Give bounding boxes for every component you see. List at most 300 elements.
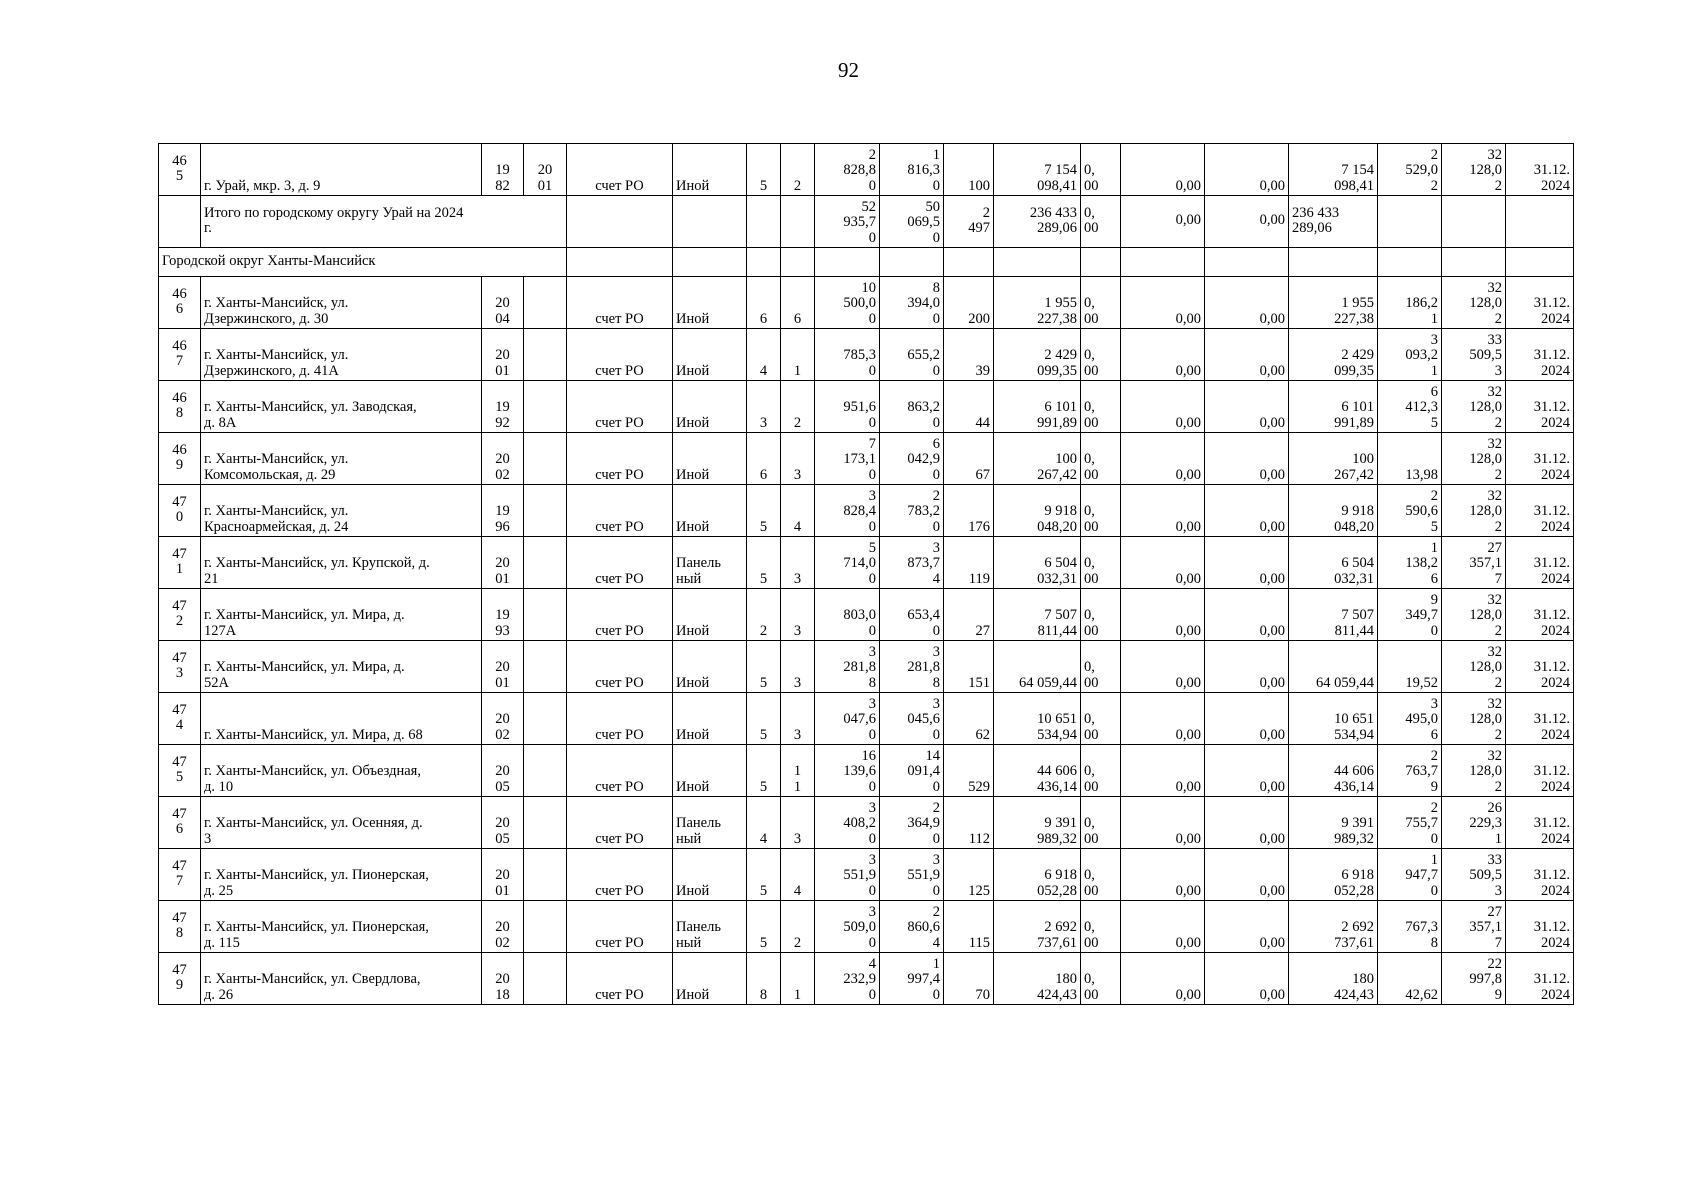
address-cell: г. Ханты-Мансийск, ул. Пионерская, д. 25 (201, 849, 482, 901)
limit-cost-cell: 32 128,0 2 (1442, 745, 1506, 797)
cost-owners-cell: 9 391 989,32 (1289, 797, 1378, 849)
table-row (159, 485, 1574, 537)
row-number: 46 8 (159, 381, 201, 433)
floors-cell: 5 (747, 485, 781, 537)
area-total-cell: 803,0 0 (815, 589, 880, 641)
year-built-cell: 20 01 (482, 849, 524, 901)
limit-cost-cell: 33 509,5 3 (1442, 329, 1506, 381)
unit-cost-cell: 9 349,7 0 (1378, 589, 1442, 641)
cost-total-cell: 9 391 989,32 (994, 797, 1081, 849)
residents-cell: 39 (944, 329, 994, 381)
limit-cost-cell: 32 128,0 2 (1442, 433, 1506, 485)
cost-owners-cell: 44 606 436,14 (1289, 745, 1378, 797)
account-cell: счет РО (567, 901, 673, 953)
floors-cell: 5 (747, 537, 781, 589)
cost-budget-2-cell: 0,00 (1205, 381, 1289, 433)
table-row (159, 277, 1574, 329)
cost-budget-1-cell: 0,00 (1121, 745, 1205, 797)
row-number: 46 6 (159, 277, 201, 329)
area-total-cell: 951,6 0 (815, 381, 880, 433)
year-repair-cell (524, 381, 567, 433)
residents-cell: 176 (944, 485, 994, 537)
deadline-cell: 31.12. 2024 (1506, 693, 1574, 745)
year-repair-cell (524, 797, 567, 849)
account-cell: счет РО (567, 277, 673, 329)
cost-budget-2-cell: 0,00 (1205, 797, 1289, 849)
entrances-cell: 3 (781, 641, 815, 693)
entrances-cell: 3 (781, 693, 815, 745)
row-number: 47 9 (159, 953, 201, 1005)
cost-owners-cell: 6 918 052,28 (1289, 849, 1378, 901)
cost-total-cell: 180 424,43 (994, 953, 1081, 1005)
cost-budget-2-cell: 0,00 (1205, 537, 1289, 589)
material-cell: Панель ный (673, 797, 747, 849)
cost-budget-1-cell: 0,00 (1121, 953, 1205, 1005)
limit-cost-cell: 32 128,0 2 (1442, 277, 1506, 329)
address-cell: г. Урай, мкр. 3, д. 9 (201, 144, 482, 196)
cost-budget-2-cell: 0,00 (1205, 329, 1289, 381)
cost-fund-cell: 0, 00 (1081, 953, 1121, 1005)
entrances-cell: 3 (781, 589, 815, 641)
deadline-cell: 31.12. 2024 (1506, 381, 1574, 433)
floors-cell: 4 (747, 797, 781, 849)
cost-fund-cell: 0, 00 (1081, 329, 1121, 381)
area-living-cell: 3 045,6 0 (880, 693, 944, 745)
cost-fund-cell: 0, 00 (1081, 381, 1121, 433)
limit-cost-cell: 22 997,8 9 (1442, 953, 1506, 1005)
year-built-cell: 20 01 (482, 537, 524, 589)
area-living-cell: 1 816,3 0 (880, 144, 944, 196)
residents-cell: 70 (944, 953, 994, 1005)
residents-cell: 115 (944, 901, 994, 953)
year-repair-cell (524, 641, 567, 693)
year-repair-cell (524, 537, 567, 589)
cost-fund-cell: 0, 00 (1081, 901, 1121, 953)
floors-cell: 6 (747, 433, 781, 485)
area-total-cell: 3 551,9 0 (815, 849, 880, 901)
table-row (159, 693, 1574, 745)
row-number: 47 3 (159, 641, 201, 693)
year-repair-cell (524, 953, 567, 1005)
entrances-cell: 3 (781, 433, 815, 485)
empty-cell (1378, 196, 1442, 248)
deadline-cell: 31.12. 2024 (1506, 953, 1574, 1005)
cost-budget-2-cell: 0,00 (1205, 693, 1289, 745)
cost-budget-1-cell: 0,00 (1121, 277, 1205, 329)
empty-cell (1506, 196, 1574, 248)
cost-owners-cell: 2 692 737,61 (1289, 901, 1378, 953)
deadline-cell: 31.12. 2024 (1506, 537, 1574, 589)
residents-cell: 112 (944, 797, 994, 849)
unit-cost-cell: 767,3 8 (1378, 901, 1442, 953)
row-number: 47 6 (159, 797, 201, 849)
empty-cell (673, 196, 747, 248)
cost-budget-2-cell: 0,00 (1205, 641, 1289, 693)
cost-owners-cell: 10 651 534,94 (1289, 693, 1378, 745)
area-total-cell: 3 509,0 0 (815, 901, 880, 953)
address-cell: г. Ханты-Мансийск, ул. Мира, д. 127А (201, 589, 482, 641)
empty-cell (781, 196, 815, 248)
cost-fund-cell: 0, 00 (1081, 589, 1121, 641)
area-living-cell: 8 394,0 0 (880, 277, 944, 329)
cost-budget-2-cell: 0,00 (1205, 144, 1289, 196)
empty-cell (159, 196, 201, 248)
cost-budget-2-cell: 0,00 (1205, 589, 1289, 641)
address-cell: г. Ханты-Мансийск, ул. Заводская, д. 8А (201, 381, 482, 433)
empty-cell (747, 248, 781, 277)
account-cell: счет РО (567, 693, 673, 745)
deadline-cell: 31.12. 2024 (1506, 485, 1574, 537)
material-cell: Иной (673, 144, 747, 196)
year-built-cell: 19 92 (482, 381, 524, 433)
unit-cost-cell: 42,62 (1378, 953, 1442, 1005)
unit-cost-cell: 19,52 (1378, 641, 1442, 693)
cost-fund-cell: 0, 00 (1081, 849, 1121, 901)
cost-total-cell: 9 918 048,20 (994, 485, 1081, 537)
row-number: 47 0 (159, 485, 201, 537)
deadline-cell: 31.12. 2024 (1506, 589, 1574, 641)
address-cell: г. Ханты-Мансийск, ул. Свердлова, д. 26 (201, 953, 482, 1005)
cost-total-cell: 6 504 032,31 (994, 537, 1081, 589)
area-living-cell: 3 873,7 4 (880, 537, 944, 589)
cost-fund-cell: 0, 00 (1081, 745, 1121, 797)
limit-cost-cell: 32 128,0 2 (1442, 485, 1506, 537)
deadline-cell: 31.12. 2024 (1506, 901, 1574, 953)
row-number: 47 5 (159, 745, 201, 797)
address-cell: г. Ханты-Мансийск, ул. Объездная, д. 10 (201, 745, 482, 797)
floors-cell: 5 (747, 901, 781, 953)
row-number: 46 5 (159, 144, 201, 196)
year-repair-cell (524, 745, 567, 797)
year-built-cell: 20 05 (482, 745, 524, 797)
entrances-cell: 3 (781, 797, 815, 849)
floors-cell: 5 (747, 144, 781, 196)
deadline-cell: 31.12. 2024 (1506, 849, 1574, 901)
residents-cell: 62 (944, 693, 994, 745)
repair-program-table (158, 143, 1574, 1005)
residents-cell: 125 (944, 849, 994, 901)
empty-cell (1205, 248, 1289, 277)
empty-cell (1442, 248, 1506, 277)
cost-fund-cell: 0, 00 (1081, 641, 1121, 693)
cost-budget-1-cell: 0,00 (1121, 485, 1205, 537)
floors-cell: 5 (747, 693, 781, 745)
area-living-cell: 863,2 0 (880, 381, 944, 433)
address-cell: г. Ханты-Мансийск, ул. Мира, д. 68 (201, 693, 482, 745)
total-cost-fund: 0, 00 (1081, 196, 1121, 248)
total-label: Итого по городскому округу Урай на 2024 г. (201, 196, 567, 248)
area-living-cell: 2 364,9 0 (880, 797, 944, 849)
entrances-cell: 4 (781, 849, 815, 901)
year-repair-cell (524, 329, 567, 381)
year-built-cell: 20 18 (482, 953, 524, 1005)
entrances-cell: 1 (781, 329, 815, 381)
deadline-cell: 31.12. 2024 (1506, 144, 1574, 196)
total-row (159, 196, 1574, 248)
cost-owners-cell: 7 507 811,44 (1289, 589, 1378, 641)
cost-budget-1-cell: 0,00 (1121, 381, 1205, 433)
row-number: 47 4 (159, 693, 201, 745)
residents-cell: 67 (944, 433, 994, 485)
material-cell: Иной (673, 849, 747, 901)
address-cell: г. Ханты-Мансийск, ул. Дзержинского, д. 30 (201, 277, 482, 329)
page-number: 92 (838, 58, 859, 82)
limit-cost-cell: 32 128,0 2 (1442, 144, 1506, 196)
cost-total-cell: 7 154 098,41 (994, 144, 1081, 196)
address-cell: г. Ханты-Мансийск, ул. Осенняя, д. 3 (201, 797, 482, 849)
cost-owners-cell: 7 154 098,41 (1289, 144, 1378, 196)
table-row (159, 953, 1574, 1005)
area-living-cell: 2 783,2 0 (880, 485, 944, 537)
area-total-cell: 4 232,9 0 (815, 953, 880, 1005)
cost-total-cell: 6 918 052,28 (994, 849, 1081, 901)
material-cell: Иной (673, 745, 747, 797)
empty-cell (747, 196, 781, 248)
cost-budget-1-cell: 0,00 (1121, 797, 1205, 849)
year-built-cell: 19 96 (482, 485, 524, 537)
cost-total-cell: 2 429 099,35 (994, 329, 1081, 381)
area-total-cell: 3 281,8 8 (815, 641, 880, 693)
area-living-cell: 3 551,9 0 (880, 849, 944, 901)
year-built-cell: 19 93 (482, 589, 524, 641)
floors-cell: 2 (747, 589, 781, 641)
empty-cell (1289, 248, 1378, 277)
entrances-cell: 2 (781, 144, 815, 196)
empty-cell (880, 248, 944, 277)
table-row (159, 433, 1574, 485)
material-cell: Иной (673, 433, 747, 485)
entrances-cell: 3 (781, 537, 815, 589)
area-living-cell: 653,4 0 (880, 589, 944, 641)
limit-cost-cell: 32 128,0 2 (1442, 693, 1506, 745)
cost-budget-1-cell: 0,00 (1121, 537, 1205, 589)
account-cell: счет РО (567, 433, 673, 485)
table-row (159, 381, 1574, 433)
address-cell: г. Ханты-Мансийск, ул. Пионерская, д. 115 (201, 901, 482, 953)
row-number: 47 8 (159, 901, 201, 953)
account-cell: счет РО (567, 329, 673, 381)
cost-total-cell: 1 955 227,38 (994, 277, 1081, 329)
cost-budget-2-cell: 0,00 (1205, 849, 1289, 901)
residents-cell: 200 (944, 277, 994, 329)
cost-total-cell: 10 651 534,94 (994, 693, 1081, 745)
account-cell: счет РО (567, 953, 673, 1005)
cost-budget-1-cell: 0,00 (1121, 329, 1205, 381)
entrances-cell: 6 (781, 277, 815, 329)
unit-cost-cell: 2 755,7 0 (1378, 797, 1442, 849)
limit-cost-cell: 32 128,0 2 (1442, 641, 1506, 693)
limit-cost-cell: 32 128,0 2 (1442, 589, 1506, 641)
cost-budget-1-cell: 0,00 (1121, 901, 1205, 953)
material-cell: Иной (673, 277, 747, 329)
unit-cost-cell: 2 590,6 5 (1378, 485, 1442, 537)
area-living-cell: 2 860,6 4 (880, 901, 944, 953)
area-living-cell: 1 997,4 0 (880, 953, 944, 1005)
table-row (159, 849, 1574, 901)
row-number: 47 2 (159, 589, 201, 641)
account-cell: счет РО (567, 797, 673, 849)
area-total-cell: 10 500,0 0 (815, 277, 880, 329)
empty-cell (815, 248, 880, 277)
account-cell: счет РО (567, 381, 673, 433)
account-cell: счет РО (567, 745, 673, 797)
section-header-row (159, 248, 1574, 277)
cost-owners-cell: 9 918 048,20 (1289, 485, 1378, 537)
address-cell: г. Ханты-Мансийск, ул. Мира, д. 52А (201, 641, 482, 693)
cost-fund-cell: 0, 00 (1081, 797, 1121, 849)
year-built-cell: 20 01 (482, 641, 524, 693)
cost-total-cell: 44 606 436,14 (994, 745, 1081, 797)
address-cell: г. Ханты-Мансийск, ул. Дзержинского, д. 41А (201, 329, 482, 381)
floors-cell: 3 (747, 381, 781, 433)
cost-budget-2-cell: 0,00 (1205, 901, 1289, 953)
year-built-cell: 20 02 (482, 433, 524, 485)
floors-cell: 6 (747, 277, 781, 329)
cost-total-cell: 7 507 811,44 (994, 589, 1081, 641)
cost-budget-1-cell: 0,00 (1121, 641, 1205, 693)
cost-budget-1-cell: 0,00 (1121, 144, 1205, 196)
material-cell: Иной (673, 641, 747, 693)
year-built-cell: 20 02 (482, 693, 524, 745)
residents-cell: 100 (944, 144, 994, 196)
year-built-cell: 20 04 (482, 277, 524, 329)
residents-cell: 529 (944, 745, 994, 797)
year-repair-cell: 20 01 (524, 144, 567, 196)
area-total-cell: 3 047,6 0 (815, 693, 880, 745)
row-number: 47 1 (159, 537, 201, 589)
total-area-total: 52 935,7 0 (815, 196, 880, 248)
cost-owners-cell: 6 504 032,31 (1289, 537, 1378, 589)
area-living-cell: 14 091,4 0 (880, 745, 944, 797)
residents-cell: 27 (944, 589, 994, 641)
cost-owners-cell: 100 267,42 (1289, 433, 1378, 485)
account-cell: счет РО (567, 641, 673, 693)
account-cell: счет РО (567, 485, 673, 537)
empty-cell (1442, 196, 1506, 248)
cost-owners-cell: 6 101 991,89 (1289, 381, 1378, 433)
unit-cost-cell: 3 495,0 6 (1378, 693, 1442, 745)
deadline-cell: 31.12. 2024 (1506, 641, 1574, 693)
area-total-cell: 3 408,2 0 (815, 797, 880, 849)
account-cell: счет РО (567, 144, 673, 196)
section-title: Городской округ Ханты-Мансийск (159, 248, 567, 277)
account-cell: счет РО (567, 849, 673, 901)
floors-cell: 5 (747, 641, 781, 693)
area-total-cell: 5 714,0 0 (815, 537, 880, 589)
year-repair-cell (524, 433, 567, 485)
floors-cell: 5 (747, 849, 781, 901)
empty-cell (673, 248, 747, 277)
material-cell: Иной (673, 693, 747, 745)
limit-cost-cell: 26 229,3 1 (1442, 797, 1506, 849)
year-repair-cell (524, 277, 567, 329)
material-cell: Иной (673, 485, 747, 537)
cost-owners-cell: 64 059,44 (1289, 641, 1378, 693)
unit-cost-cell: 2 529,0 2 (1378, 144, 1442, 196)
cost-budget-2-cell: 0,00 (1205, 745, 1289, 797)
floors-cell: 8 (747, 953, 781, 1005)
cost-fund-cell: 0, 00 (1081, 693, 1121, 745)
table-row (159, 329, 1574, 381)
account-cell: счет РО (567, 537, 673, 589)
deadline-cell: 31.12. 2024 (1506, 277, 1574, 329)
cost-budget-1-cell: 0,00 (1121, 849, 1205, 901)
area-living-cell: 655,2 0 (880, 329, 944, 381)
cost-owners-cell: 2 429 099,35 (1289, 329, 1378, 381)
row-number: 46 9 (159, 433, 201, 485)
empty-cell (994, 248, 1081, 277)
unit-cost-cell: 3 093,2 1 (1378, 329, 1442, 381)
cost-fund-cell: 0, 00 (1081, 144, 1121, 196)
floors-cell: 4 (747, 329, 781, 381)
area-living-cell: 6 042,9 0 (880, 433, 944, 485)
unit-cost-cell: 2 763,7 9 (1378, 745, 1442, 797)
row-number: 47 7 (159, 849, 201, 901)
year-repair-cell (524, 849, 567, 901)
address-cell: г. Ханты-Мансийск, ул. Крупской, д. 21 (201, 537, 482, 589)
empty-cell (1121, 248, 1205, 277)
floors-cell: 5 (747, 745, 781, 797)
cost-fund-cell: 0, 00 (1081, 277, 1121, 329)
total-area-living: 50 069,5 0 (880, 196, 944, 248)
cost-budget-2-cell: 0,00 (1205, 953, 1289, 1005)
year-built-cell: 20 02 (482, 901, 524, 953)
year-repair-cell (524, 693, 567, 745)
unit-cost-cell: 1 138,2 6 (1378, 537, 1442, 589)
year-repair-cell (524, 485, 567, 537)
cost-budget-2-cell: 0,00 (1205, 277, 1289, 329)
address-cell: г. Ханты-Мансийск, ул. Комсомольская, д. 29 (201, 433, 482, 485)
empty-cell (1506, 248, 1574, 277)
entrances-cell: 2 (781, 381, 815, 433)
unit-cost-cell: 186,2 1 (1378, 277, 1442, 329)
entrances-cell: 2 (781, 901, 815, 953)
total-residents: 2 497 (944, 196, 994, 248)
account-cell: счет РО (567, 589, 673, 641)
limit-cost-cell: 33 509,5 3 (1442, 849, 1506, 901)
residents-cell: 119 (944, 537, 994, 589)
cost-fund-cell: 0, 00 (1081, 485, 1121, 537)
material-cell: Панель ный (673, 537, 747, 589)
deadline-cell: 31.12. 2024 (1506, 433, 1574, 485)
year-built-cell: 20 01 (482, 329, 524, 381)
limit-cost-cell: 27 357,1 7 (1442, 537, 1506, 589)
cost-fund-cell: 0, 00 (1081, 433, 1121, 485)
deadline-cell: 31.12. 2024 (1506, 329, 1574, 381)
cost-budget-1-cell: 0,00 (1121, 589, 1205, 641)
table-row (159, 797, 1574, 849)
table-row (159, 901, 1574, 953)
cost-total-cell: 6 101 991,89 (994, 381, 1081, 433)
empty-cell (944, 248, 994, 277)
empty-cell (567, 196, 673, 248)
material-cell: Панель ный (673, 901, 747, 953)
total-cost-owners: 236 433 289,06 (1289, 196, 1378, 248)
area-living-cell: 3 281,8 8 (880, 641, 944, 693)
deadline-cell: 31.12. 2024 (1506, 797, 1574, 849)
row-number: 46 7 (159, 329, 201, 381)
area-total-cell: 16 139,6 0 (815, 745, 880, 797)
cost-budget-2-cell: 0,00 (1205, 485, 1289, 537)
total-cost-budget-2: 0,00 (1205, 196, 1289, 248)
residents-cell: 151 (944, 641, 994, 693)
cost-owners-cell: 1 955 227,38 (1289, 277, 1378, 329)
material-cell: Иной (673, 589, 747, 641)
unit-cost-cell: 6 412,3 5 (1378, 381, 1442, 433)
cost-budget-1-cell: 0,00 (1121, 693, 1205, 745)
year-repair-cell (524, 589, 567, 641)
entrances-cell: 1 (781, 953, 815, 1005)
